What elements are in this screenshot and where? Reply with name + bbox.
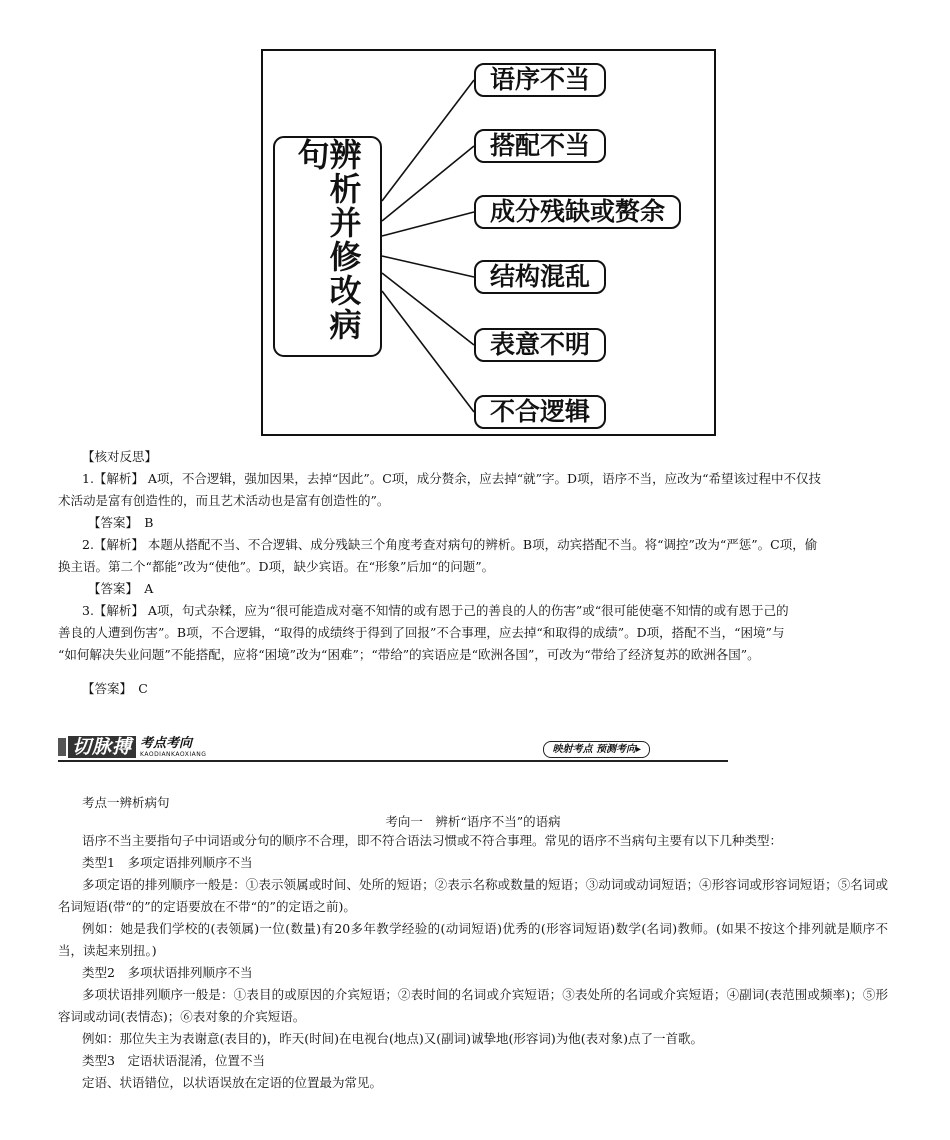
intro-paragraph: 语序不当主要指句子中词语或分句的顺序不合理，即不符合语法习惯或不符合事理。常见的语序不当病句主要有以下几种类型： [82, 833, 783, 848]
type1-title: 类型1 多项定语排列顺序不当 [82, 855, 253, 870]
banner-subtitle-cn: 考点考向 [140, 735, 193, 751]
connector-4 [382, 256, 474, 277]
type3-text: 定语、状语错位，以状语误放在定语的位置最为常见。 [82, 1075, 383, 1090]
type2-text: 多项状语排列顺序一般是：①表目的或原因的介宾短语；②表时间的名词或介宾短语；③表处所的名词或介宾短语；④副词(表范围或频率)；⑤形容词或动词(表情态)；⑥表对象的介宾短语。 [58, 987, 888, 1024]
banner-bar-icon [58, 738, 66, 756]
category-structure-confusion: 结构混乱 [474, 260, 606, 294]
answers-heading: 【核对反思】 [82, 449, 158, 464]
banner-rule [58, 760, 728, 762]
type1-text: 多项定语的排列顺序一般是：①表示领属或时间、处所的短语；②表示名称或数量的短语；③动词或动词短语；④形容词或形容词短语；⑤名词或名词短语(带“的”的定语要放在不带“的”的定语之前)。 [58, 877, 888, 914]
type1-example: 例如：她是我们学校的(表领属)一位(数量)有20多年教学经验的(动词短语)优秀的(形容词短语)数学(名词)教师。(如果不按这个排列就是顺序不当，读起来别扭。) [58, 921, 888, 958]
diagram [261, 49, 716, 436]
connector-3 [382, 212, 474, 236]
q2-explanation-line1: 2.【解析】 本题从搭配不当、不合逻辑、成分残缺三个角度考查对病句的辨析。B项，动宾搭配不当。将“调控”改为“严惩”。C项，偷 [82, 537, 818, 552]
section-banner [58, 736, 728, 762]
type2-example: 例如：那位失主为表谢意(表目的)，昨天(时间)在电视台(地点)又(副词)诚挚地(形容词)为他(表对象)点了一首歌。 [82, 1031, 704, 1046]
category-word-order: 语序不当 [474, 63, 606, 97]
category-illogical: 不合逻辑 [474, 395, 606, 429]
type2-title: 类型2 多项状语排列顺序不当 [82, 965, 253, 980]
q1-answer: 【答案】 B [88, 515, 154, 530]
q2-answer: 【答案】 A [88, 581, 154, 596]
banner-logo [58, 736, 206, 758]
diagram-center-box [273, 136, 382, 357]
q3-explanation-line3: “如何解决失业问题”不能搭配，应将“困境”改为“困难”；“带给”的宾语应是“欧洲各国”，可改为“带给了经济复苏的欧洲各国”。 [58, 647, 760, 662]
category-collocation: 搭配不当 [474, 129, 606, 163]
point-title: 考点一辨析病句 [82, 795, 170, 810]
q3-explanation-line2: 善良的人遭到伤害”。B项，不合逻辑，“取得的成绩终于得到了回报”不合事理，应去掉“和取得的成绩”。D项，搭配不当，“困境”与 [58, 625, 785, 640]
category-unclear-meaning: 表意不明 [474, 328, 606, 362]
type3-title: 类型3 定语状语混淆，位置不当 [82, 1053, 265, 1068]
q3-explanation-line1: 3.【解析】 A项，句式杂糅，应为“很可能造成对毫不知情的或有恩于己的善良的人的伤害”或“很可能使毫不知情的或有恩于己的 [82, 603, 789, 618]
q1-explanation-line1: 1.【解析】 A项，不合逻辑，强加因果，去掉“因此”。C项，成分赘余，应去掉“就”字。D项，语序不当，应改为“希望该过程中不仅技 [82, 471, 821, 486]
q3-answer: 【答案】 C [82, 681, 148, 696]
banner-tag: 映射考点 预测考向▸ [543, 741, 650, 758]
direction-title: 考向一 辨析“语序不当”的语病 [385, 814, 561, 829]
category-missing-redundant: 成分残缺或赘余 [474, 195, 681, 229]
diagram-center-label: 辨析并修改病句 [292, 138, 363, 342]
q2-explanation-line2: 换主语。第二个“都能”改为“使他”。D项，缺少宾语。在“形象”后加“的问题”。 [58, 559, 495, 574]
banner-title: 切脉搏 [68, 736, 136, 758]
q1-explanation-line2: 术活动是富有创造性的，而且艺术活动也是富有创造性的”。 [58, 493, 390, 508]
banner-subtitle [140, 737, 206, 758]
banner-subtitle-en: KAODIANKAOXIANG [140, 750, 207, 758]
